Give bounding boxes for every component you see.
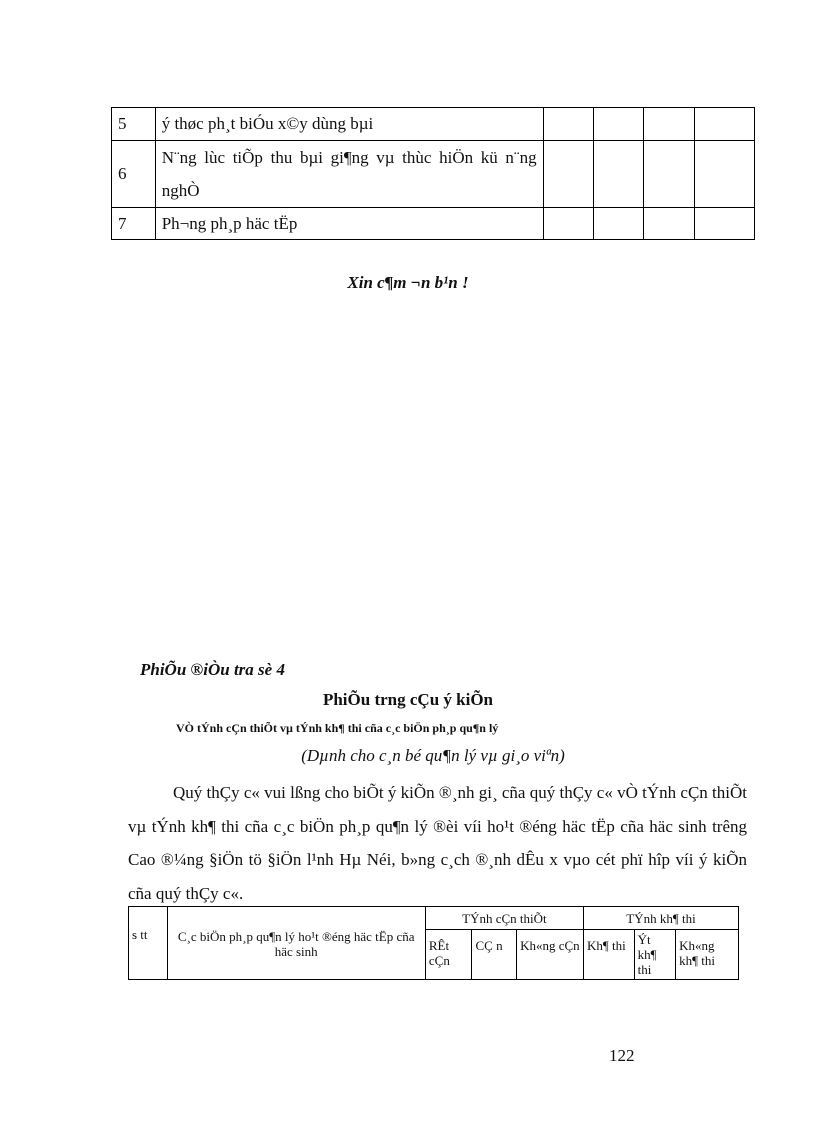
row-number: 6 [112, 141, 156, 208]
row-criterion: N¨ng lùc tiÕp thu bµi gi¶ng vµ thùc hiÖn kü n¨ng nghÒ [155, 141, 543, 208]
form-subtitle: VÒ tÝnh cÇn thiÕt vµ tÝnh kh¶ thi cña c¸c biÖn ph¸p qu¶n lý [176, 721, 499, 735]
rating-cell [694, 108, 754, 141]
row-number: 7 [112, 208, 156, 240]
column-header-feasible: Kh¶ thi [583, 930, 634, 980]
column-header-not-necessary: Kh«ng cÇn [517, 930, 584, 980]
column-header-not-feasible: Kh«ng kh¶ thi [676, 930, 739, 980]
thank-you-note: Xin c¶m ¬n b¹n ! [347, 273, 469, 292]
rating-cell [543, 141, 593, 208]
column-header-stt: s tt [129, 907, 168, 980]
table-row [112, 108, 755, 141]
table-row [112, 141, 755, 208]
column-group-necessity: TÝnh cÇn thiÕt [425, 907, 583, 930]
row-number: 5 [112, 108, 156, 141]
survey-table [128, 906, 739, 980]
table-row [112, 208, 755, 240]
rating-cell [593, 108, 643, 141]
form-number-heading: PhiÕu ®iÒu tra sè 4 [140, 660, 285, 679]
row-criterion: ý thøc ph¸t biÓu x©y dùng bµi [155, 108, 543, 141]
rating-cell [694, 141, 754, 208]
rating-cell [694, 208, 754, 240]
rating-cell [543, 208, 593, 240]
column-group-feasibility: TÝnh kh¶ thi [583, 907, 738, 930]
rating-cell [643, 208, 694, 240]
rating-cell [643, 108, 694, 141]
column-header-very-necessary: RÊt cÇn [425, 930, 472, 980]
column-header-less-feasible: Ýt kh¶ thi [634, 930, 676, 980]
rating-cell [543, 108, 593, 141]
form-title: PhiÕu trng cÇu ý kiÕn [322, 690, 494, 709]
form-instructions: Quý thÇy c« vui lßng cho biÕt ý kiÕn ®¸nh gi¸ cña quý thÇy c« vÒ tÝnh cÇn thiÕt vµ tÝnh kh¶ thi cña c¸c biÖn ph¸p qu¶n lý ®èi víi ho¹t ®éng häc tËp cña häc sinh trêng Cao ®¼ng §iÖn tö §iÖn l¹nh Hµ Néi, b»ng c¸ch ®¸nh dÊu x vµo cét phï hîp víi ý kiÕn cña quý thÇy c«. [128, 783, 747, 903]
row-criterion: Ph¬ng ph¸p häc tËp [155, 208, 543, 240]
table-header-row [129, 907, 739, 930]
page-number: 122 [609, 1046, 635, 1065]
column-header-measures: C¸c biÖn ph¸p qu¶n lý ho¹t ®éng häc tËp cña häc sinh [167, 907, 425, 980]
evaluation-table-continued [111, 107, 755, 240]
rating-cell [593, 208, 643, 240]
form-audience: (Dµnh cho c¸n bé qu¶n lý vµ gi¸o viªn) [301, 746, 565, 765]
column-header-necessary: CÇ n [472, 930, 517, 980]
rating-cell [643, 141, 694, 208]
rating-cell [593, 141, 643, 208]
